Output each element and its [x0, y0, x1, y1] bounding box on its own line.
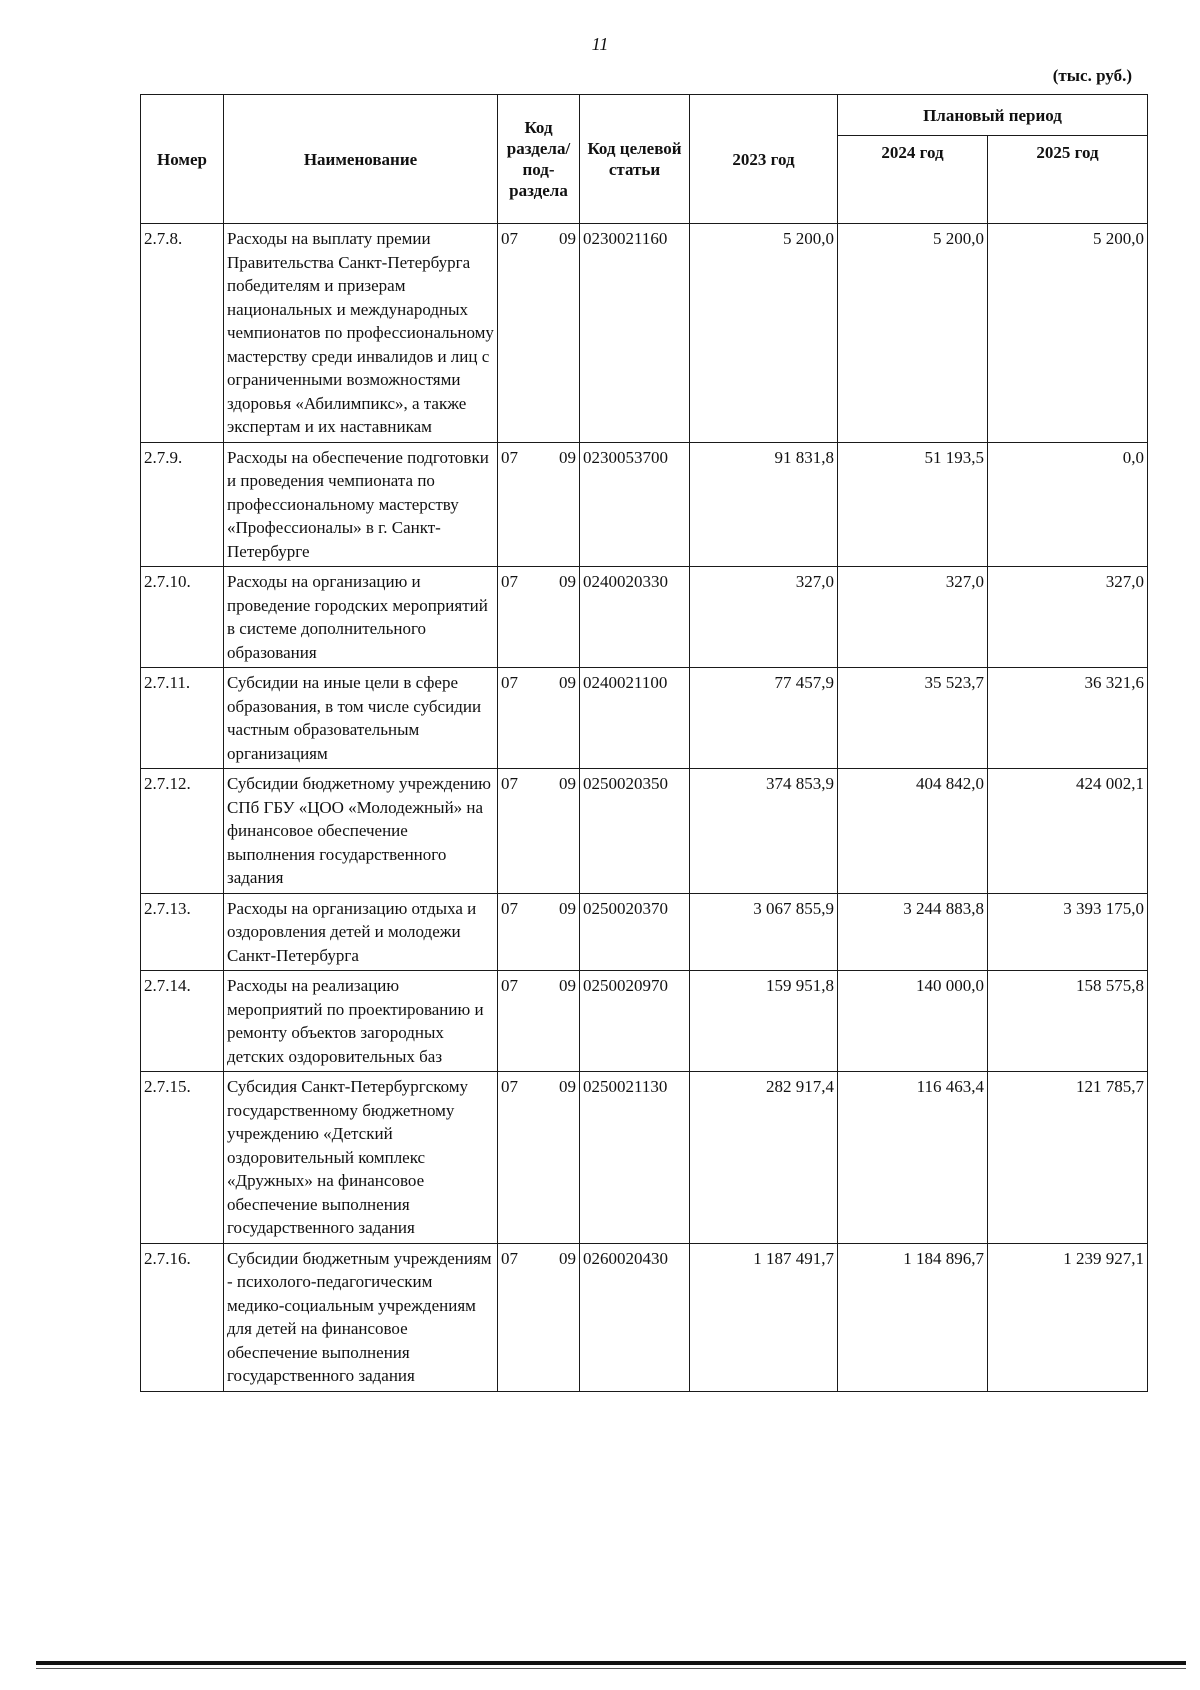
header-target-code: Код целевой статьи	[580, 95, 690, 224]
row-value-2025: 0,0	[988, 442, 1148, 567]
row-value-2025: 1 239 927,1	[988, 1243, 1148, 1391]
row-name: Расходы на реализацию мероприятий по проектированию и ремонту объектов загородных детских оздоровительных баз	[224, 971, 498, 1072]
row-section: 07	[501, 447, 518, 467]
row-subsection: 09	[559, 774, 576, 793]
row-section: 07	[501, 1077, 518, 1096]
row-value-2025: 3 393 175,0	[988, 893, 1148, 971]
row-value-2024: 3 244 883,8	[838, 893, 988, 971]
page-number: 11	[591, 34, 609, 54]
footer-rule-thin	[36, 1668, 1186, 1669]
header-section-code: Код раздела/ под-раздела	[498, 95, 580, 224]
row-number: 2.7.16.	[141, 1243, 224, 1391]
table-row	[141, 1243, 1148, 1391]
table-header	[141, 95, 1148, 224]
row-subsection: 09	[559, 1248, 576, 1268]
row-number: 2.7.8.	[141, 224, 224, 443]
row-value-2024: 116 463,4	[838, 1072, 988, 1244]
row-section: 07	[501, 898, 518, 918]
row-section-code	[498, 224, 580, 443]
row-value-2023: 327,0	[690, 567, 838, 668]
table-row	[141, 224, 1148, 443]
row-target-code: 0230053700	[580, 442, 690, 567]
row-value-2025: 5 200,0	[988, 224, 1148, 443]
budget-table	[140, 94, 1148, 1392]
row-name: Субсидия Санкт-Петербургскому государственному бюджетному учреждению «Детский оздоровительный комплекс «Дружных» на финансовое обеспечение выполнения государственного задания	[224, 1072, 498, 1244]
row-value-2024: 404 842,0	[838, 769, 988, 894]
row-target-code: 0240021100	[580, 668, 690, 769]
table-row	[141, 668, 1148, 769]
row-target-code: 0250020970	[580, 971, 690, 1072]
row-name: Расходы на организацию и проведение городских мероприятий в системе дополнительного образования	[224, 567, 498, 668]
header-planned-period: Плановый период	[838, 95, 1148, 136]
header-name: Наименование	[224, 95, 498, 224]
header-number: Номер	[141, 95, 224, 224]
row-section: 07	[501, 572, 518, 591]
row-value-2024: 1 184 896,7	[838, 1243, 988, 1391]
table-row	[141, 769, 1148, 894]
row-value-2025: 327,0	[988, 567, 1148, 668]
table-row	[141, 567, 1148, 668]
row-subsection: 09	[559, 572, 576, 591]
row-section-code	[498, 668, 580, 769]
table-row	[141, 442, 1148, 567]
row-number: 2.7.12.	[141, 769, 224, 894]
row-section-code	[498, 893, 580, 971]
row-value-2024: 51 193,5	[838, 442, 988, 567]
row-value-2023: 91 831,8	[690, 442, 838, 567]
row-section-code	[498, 971, 580, 1072]
table-body	[141, 224, 1148, 1392]
row-target-code: 0240020330	[580, 567, 690, 668]
row-subsection: 09	[559, 1077, 576, 1096]
row-section: 07	[501, 774, 518, 793]
units-label: (тыс. руб.)	[1052, 66, 1132, 85]
row-value-2024: 327,0	[838, 567, 988, 668]
row-name: Субсидии бюджетным учреждениям - психолого-педагогическим медико-социальным учреждениям для детей на финансовое обеспечение выполнения государственного задания	[224, 1243, 498, 1391]
row-value-2025: 36 321,6	[988, 668, 1148, 769]
row-name: Расходы на обеспечение подготовки и проведения чемпионата по профессиональному мастерству «Профессионалы» в г. Санкт-Петербурге	[224, 442, 498, 567]
table-row	[141, 1072, 1148, 1244]
row-target-code: 0260020430	[580, 1243, 690, 1391]
row-value-2023: 374 853,9	[690, 769, 838, 894]
row-number: 2.7.10.	[141, 567, 224, 668]
row-name: Субсидии бюджетному учреждению СПб ГБУ «ЦОО «Молодежный» на финансовое обеспечение выполнения государственного задания	[224, 769, 498, 894]
row-value-2023: 3 067 855,9	[690, 893, 838, 971]
row-number: 2.7.14.	[141, 971, 224, 1072]
table-row	[141, 893, 1148, 971]
row-section-code	[498, 769, 580, 894]
row-target-code: 0230021160	[580, 224, 690, 443]
row-name: Субсидии на иные цели в сфере образования, в том числе субсидии частным образовательным организациям	[224, 668, 498, 769]
header-year-2025: 2025 год	[988, 136, 1148, 224]
row-value-2025: 121 785,7	[988, 1072, 1148, 1244]
row-section-code	[498, 1243, 580, 1391]
header-year-2023: 2023 год	[690, 95, 838, 224]
row-value-2024: 5 200,0	[838, 224, 988, 443]
row-section-code	[498, 442, 580, 567]
row-value-2023: 1 187 491,7	[690, 1243, 838, 1391]
row-value-2025: 158 575,8	[988, 971, 1148, 1072]
row-subsection: 09	[559, 447, 576, 467]
row-number: 2.7.13.	[141, 893, 224, 971]
row-number: 2.7.9.	[141, 442, 224, 567]
row-subsection: 09	[559, 229, 576, 248]
row-section: 07	[501, 229, 518, 248]
row-name: Расходы на организацию отдыха и оздоровления детей и молодежи Санкт-Петербурга	[224, 893, 498, 971]
row-number: 2.7.11.	[141, 668, 224, 769]
row-value-2024: 140 000,0	[838, 971, 988, 1072]
row-value-2025: 424 002,1	[988, 769, 1148, 894]
row-value-2023: 282 917,4	[690, 1072, 838, 1244]
table-row	[141, 971, 1148, 1072]
row-section-code	[498, 567, 580, 668]
row-name: Расходы на выплату премии Правительства Санкт-Петербурга победителям и призерам национальных и международных чемпионатов по профессиональному мастерству среди инвалидов и лиц с ограниченными возможностями здоровья «Абилимпикс», а также экспертам и их наставникам	[224, 224, 498, 443]
footer-rule	[36, 1661, 1186, 1665]
row-section-code	[498, 1072, 580, 1244]
row-number: 2.7.15.	[141, 1072, 224, 1244]
row-subsection: 09	[559, 673, 576, 692]
row-target-code: 0250020350	[580, 769, 690, 894]
row-section: 07	[501, 1248, 518, 1268]
row-value-2024: 35 523,7	[838, 668, 988, 769]
row-target-code: 0250021130	[580, 1072, 690, 1244]
row-target-code: 0250020370	[580, 893, 690, 971]
row-section: 07	[501, 673, 518, 692]
row-section: 07	[501, 976, 518, 995]
row-subsection: 09	[559, 976, 576, 995]
header-year-2024: 2024 год	[838, 136, 988, 224]
row-value-2023: 159 951,8	[690, 971, 838, 1072]
row-value-2023: 77 457,9	[690, 668, 838, 769]
row-subsection: 09	[559, 898, 576, 918]
row-value-2023: 5 200,0	[690, 224, 838, 443]
